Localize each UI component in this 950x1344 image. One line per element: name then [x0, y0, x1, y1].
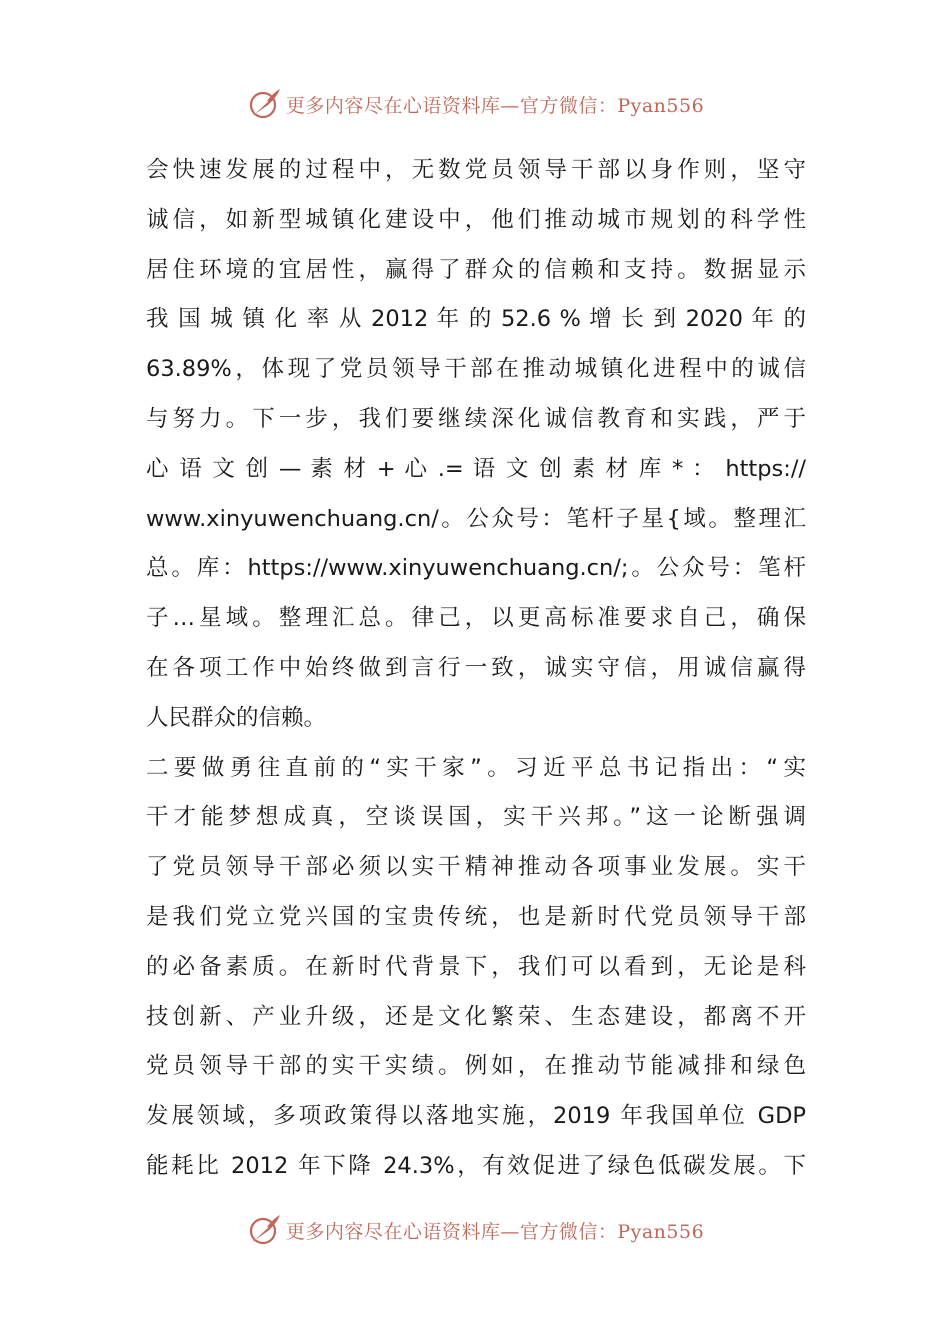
footer-banner-text: 更多内容尽在心语资料库—官方微信：Pyan556	[285, 1220, 705, 1243]
body-line: 我 国 城 镇 化 率 从 2012 年 的 52.6 % 增 长 到 2020 年 的	[146, 306, 806, 333]
body-line: 总。库：https://www.xinyuwenchuang.cn/;。公众号：笔杆	[146, 555, 806, 582]
body-line: 技创新、产业升级，还是文化繁荣、生态建设，都离不开	[146, 1003, 806, 1030]
header-banner	[0, 84, 950, 124]
body-line: 干才能梦想成真，空谈误国，实干兴邦。”这一论断强调	[146, 804, 806, 831]
quill-pen-logo	[246, 1212, 282, 1248]
body-line: 了党员领导干部必须以实干精神推动各项事业发展。实干	[146, 854, 806, 881]
body-line: 会快速发展的过程中，无数党员领导干部以身作则，坚守	[146, 157, 806, 183]
body-line: 二要做勇往直前的“实干家”。习近平总书记指出：“实	[146, 754, 806, 781]
body-line: 是我们党立党兴国的宝贵传统，也是新时代党员领导干部	[146, 903, 806, 930]
document-body	[146, 146, 806, 1192]
body-line: 能耗比 2012 年下降 24.3%，有效促进了绿色低碳发展。下	[146, 1152, 806, 1179]
body-line: www.xinyuwenchuang.cn/。公众号：笔杆子星{域。整理汇	[146, 505, 806, 532]
header-banner-text: 更多内容尽在心语资料库—官方微信：Pyan556	[285, 94, 705, 117]
body-line: 党员领导干部的实干实绩。例如，在推动节能减排和绿色	[146, 1053, 806, 1080]
quill-pen-logo	[246, 86, 282, 122]
body-line: 居住环境的宜居性，赢得了群众的信赖和支持。数据显示	[146, 256, 806, 283]
body-line: 诚信，如新型城镇化建设中，他们推动城市规划的科学性	[146, 206, 806, 233]
body-line: 人民群众的信赖。	[146, 704, 327, 731]
body-line: 在各项工作中始终做到言行一致，诚实守信，用诚信赢得	[146, 654, 806, 681]
body-line: 63.89%，体现了党员领导干部在推动城镇化进程中的诚信	[146, 356, 806, 383]
body-line: 的必备素质。在新时代背景下，我们可以看到，无论是科	[146, 953, 806, 980]
body-line: 与努力。下一步，我们要继续深化诚信教育和实践，严于	[146, 405, 806, 432]
body-line: 发展领域，多项政策得以落地实施，2019 年我国单位 GDP	[146, 1103, 806, 1130]
body-line: 子…星域。整理汇总。律己，以更高标准要求自己，确保	[146, 605, 806, 632]
footer-banner	[0, 1210, 950, 1250]
body-line: 心 语 文 创 — 素 材 + 心 .= 语 文 创 素 材 库 * ： https://	[146, 455, 806, 482]
